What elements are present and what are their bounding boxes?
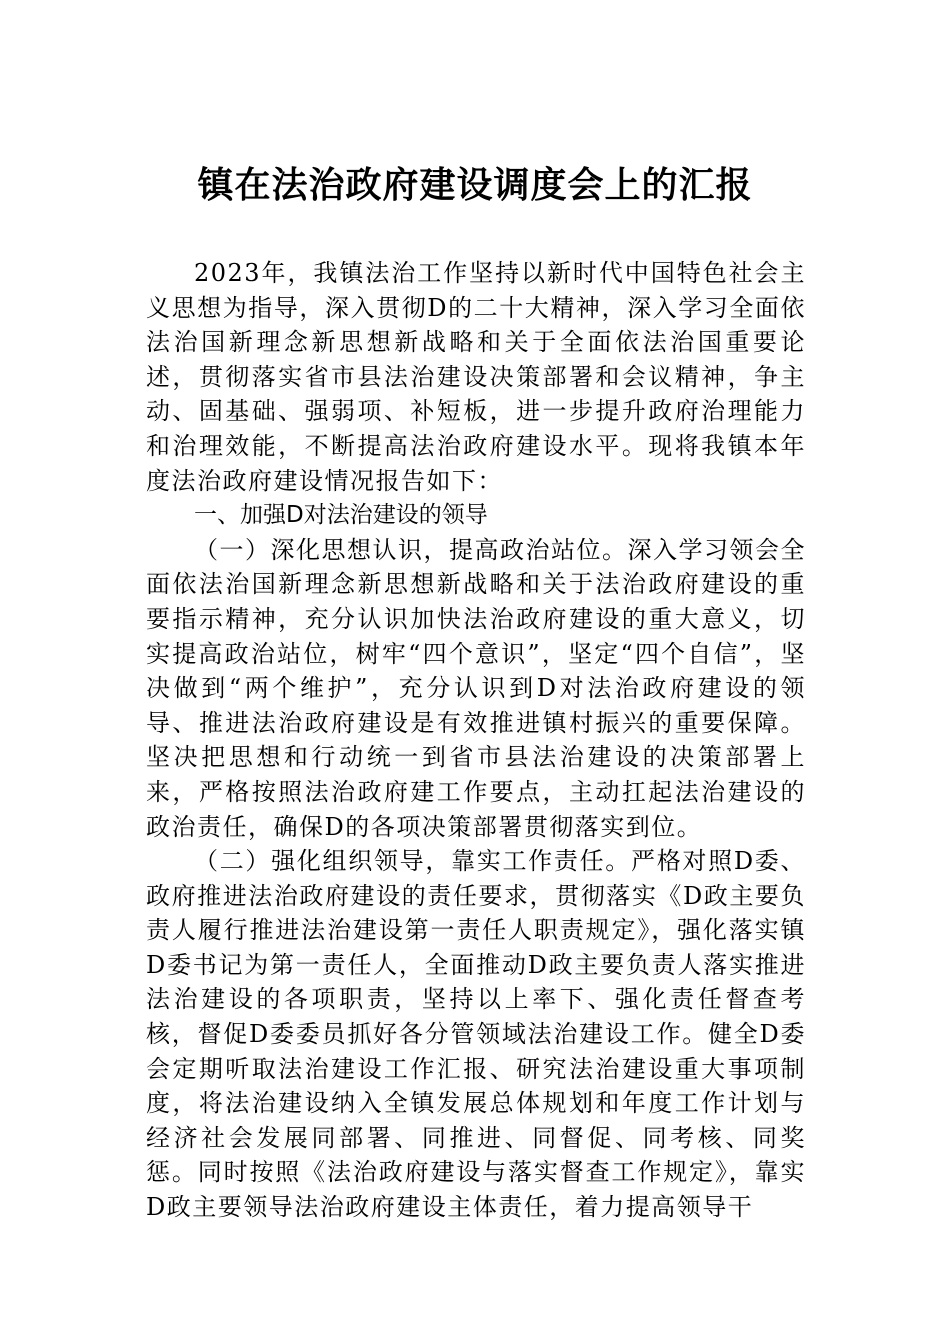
paragraph-1-lead: （一）深化思想认识，提高政治站位。 xyxy=(194,535,628,564)
intro-paragraph: 2023年，我镇法治工作坚持以新时代中国特色社会主义思想为指导，深入贯彻D的二十大精神，深入学习全面依法治国新理念新思想新战略和关于全面依法治国重要论述，贯彻落实省市县法治建设决策部署和会议精神，争主动、固基础、强弱项、补短板，进一步提升政府治理能力和治理效能，不断提高法治政府建设水平。现将我镇本年度法治政府建设情况报告如下： xyxy=(146,259,806,495)
document-title: 镇在法治政府建设调度会上的汇报 xyxy=(197,164,753,206)
paragraph-2-body: 严格对照D委、政府推进法治政府建设的责任要求，贯彻落实《D政主要负责人履行推进法治建设第一责任人职责规定》，强化落实镇D委书记为第一责任人，全面推动D政主要负责人落实推进法治建设的各项职责，坚持以上率下、强化责任督查考核，督促D委委员抓好各分管领域法治建设工作。健全D委会定期听取法治建设工作汇报、研究法治建设重大事项制度，将法治建设纳入全镇发展总体规划和年度工作计划与经济社会发展同部署、同推进、同督促、同考核、同奖惩。同时按照《法治政府建设与落实督查工作规定》，靠实D政主要领导法治政府建设主体责任，着力提高领导干 xyxy=(146,847,806,1222)
paragraph-1 xyxy=(146,533,806,844)
paragraph-1-body: 深入学习领会全面依法治国新理念新思想新战略和关于法治政府建设的重要指示精神，充分认识加快法治政府建设的重大意义，切实提高政治站位，树牢“四个意识”，坚定“四个自信”，坚决做到“两个维护”，充分认识到D对法治政府建设的领导、推进法治政府建设是有效推进镇村振兴的重要保障。坚决把思想和行动统一到省市县法治建设的决策部署上来，严格按照法治政府建工作要点，主动扛起法治建设的政治责任，确保D的各项决策部署贯彻落实到位。 xyxy=(146,535,806,841)
document-body xyxy=(146,256,806,1225)
section-heading-1: 一、加强D对法治建设的领导 xyxy=(194,502,488,529)
paragraph-2-lead: （二）强化组织领导，靠实工作责任。 xyxy=(194,847,632,876)
paragraph-2 xyxy=(146,844,806,1225)
